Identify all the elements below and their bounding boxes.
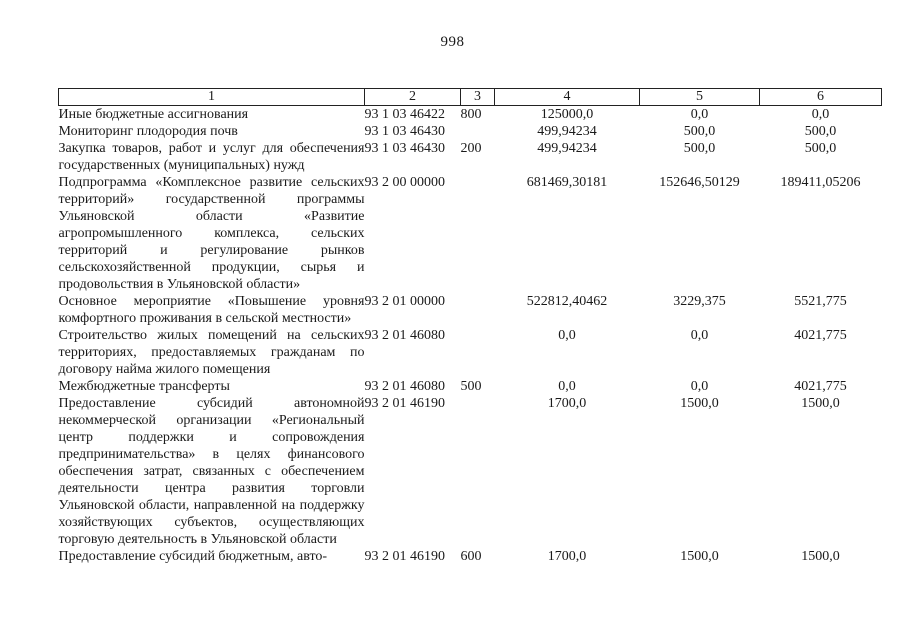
row-value-4: 522812,40462 [526, 294, 608, 309]
column-header: 6 [760, 89, 882, 106]
row-value-6: 1500,0 [801, 549, 840, 564]
row-value-6: 500,0 [804, 141, 837, 156]
row-name: Иные бюджетные ассигнования [58, 107, 249, 122]
row-code: 93 2 01 46080 [364, 379, 445, 394]
row-vr [461, 293, 495, 327]
row-value-6: 4021,775 [794, 328, 847, 343]
row-vr [461, 327, 495, 378]
table-row [59, 548, 882, 565]
row-value-5: 0,0 [690, 379, 709, 394]
row-name: Строительство жилых помещений на сельских территориях, предоставляемых гражданам по договору найма жилого помещения [58, 328, 365, 377]
budget-table [58, 88, 882, 565]
table-row [59, 327, 882, 378]
row-code: 93 2 01 46190 [364, 396, 445, 411]
table-row [59, 395, 882, 548]
table-header-row [59, 89, 882, 106]
row-value-6: 500,0 [804, 124, 837, 139]
column-header: 4 [495, 89, 640, 106]
row-value-6: 0,0 [811, 107, 830, 122]
row-vr: 200 [460, 141, 482, 156]
row-vr: 500 [460, 379, 482, 394]
row-value-4: 1700,0 [547, 549, 587, 564]
row-vr: 600 [460, 549, 482, 564]
row-value-5: 500,0 [683, 141, 716, 156]
row-value-4: 499,94234 [537, 124, 597, 139]
table-row [59, 174, 882, 293]
row-code: 93 2 01 46190 [364, 549, 445, 564]
row-value-6: 4021,775 [794, 379, 847, 394]
row-vr: 800 [460, 107, 482, 122]
row-value-5: 152646,50129 [659, 175, 740, 190]
column-header: 5 [640, 89, 760, 106]
row-value-4: 1700,0 [547, 396, 587, 411]
row-code: 93 1 03 46422 [364, 107, 445, 122]
row-value-6: 5521,775 [794, 294, 847, 309]
row-value-5: 500,0 [683, 124, 716, 139]
row-value-4: 0,0 [558, 379, 576, 394]
row-name: Основное мероприятие «Повышение уровня комфортного проживания в сельской местности» [58, 294, 365, 326]
row-name: Межбюджетные трансферты [58, 379, 230, 394]
table-row [59, 123, 882, 140]
row-value-4: 0,0 [558, 328, 576, 343]
row-code: 93 2 01 00000 [364, 294, 445, 309]
table-row [59, 378, 882, 395]
row-value-5: 3229,375 [673, 294, 726, 309]
row-code: 93 1 03 46430 [364, 124, 445, 139]
row-name: Подпрограмма «Комплексное развитие сельских территорий» государственной программы Ульяновской области «Развитие агропромышленного комплекса, сельских территорий и регулирование рынков сельскохозяйственной продукции, сырья и продовольствия в Ульяновской области» [58, 175, 365, 292]
row-value-5: 0,0 [690, 328, 709, 343]
table-row [59, 106, 882, 124]
row-name: Предоставление субсидий автономной некоммерческой организации «Региональный центр поддержки и сопровождения предпринимательства» в целях финансового обеспечения затрат, связанных с обеспечением деятельности центра развития торговли Ульяновской области, направленной на поддержку хозяйствующих субъектов, осуществляющих торговую деятельность в Ульяновской области [58, 396, 365, 547]
column-header: 1 [59, 89, 365, 106]
row-value-6: 1500,0 [801, 396, 840, 411]
row-name: Мониторинг плодородия почв [58, 124, 238, 139]
row-value-5: 0,0 [690, 107, 709, 122]
row-code: 93 1 03 46430 [364, 141, 445, 156]
row-vr [461, 123, 495, 140]
column-header: 3 [461, 89, 495, 106]
row-name: Предоставление субсидий бюджетным, авто- [58, 549, 328, 564]
row-name: Закупка товаров, работ и услуг для обеспечения государственных (муниципальных) нужд [58, 141, 365, 173]
row-value-5: 1500,0 [680, 396, 719, 411]
page-number: 998 [440, 34, 465, 50]
row-vr [461, 174, 495, 293]
row-vr [461, 395, 495, 548]
row-value-4: 499,94234 [537, 141, 597, 156]
row-value-4: 125000,0 [540, 107, 594, 122]
row-value-5: 1500,0 [680, 549, 719, 564]
table-row [59, 140, 882, 174]
column-header: 2 [365, 89, 461, 106]
row-value-6: 189411,05206 [780, 175, 861, 190]
table-row [59, 293, 882, 327]
row-value-4: 681469,30181 [526, 175, 608, 190]
row-code: 93 2 00 00000 [364, 175, 445, 190]
row-code: 93 2 01 46080 [364, 328, 445, 343]
